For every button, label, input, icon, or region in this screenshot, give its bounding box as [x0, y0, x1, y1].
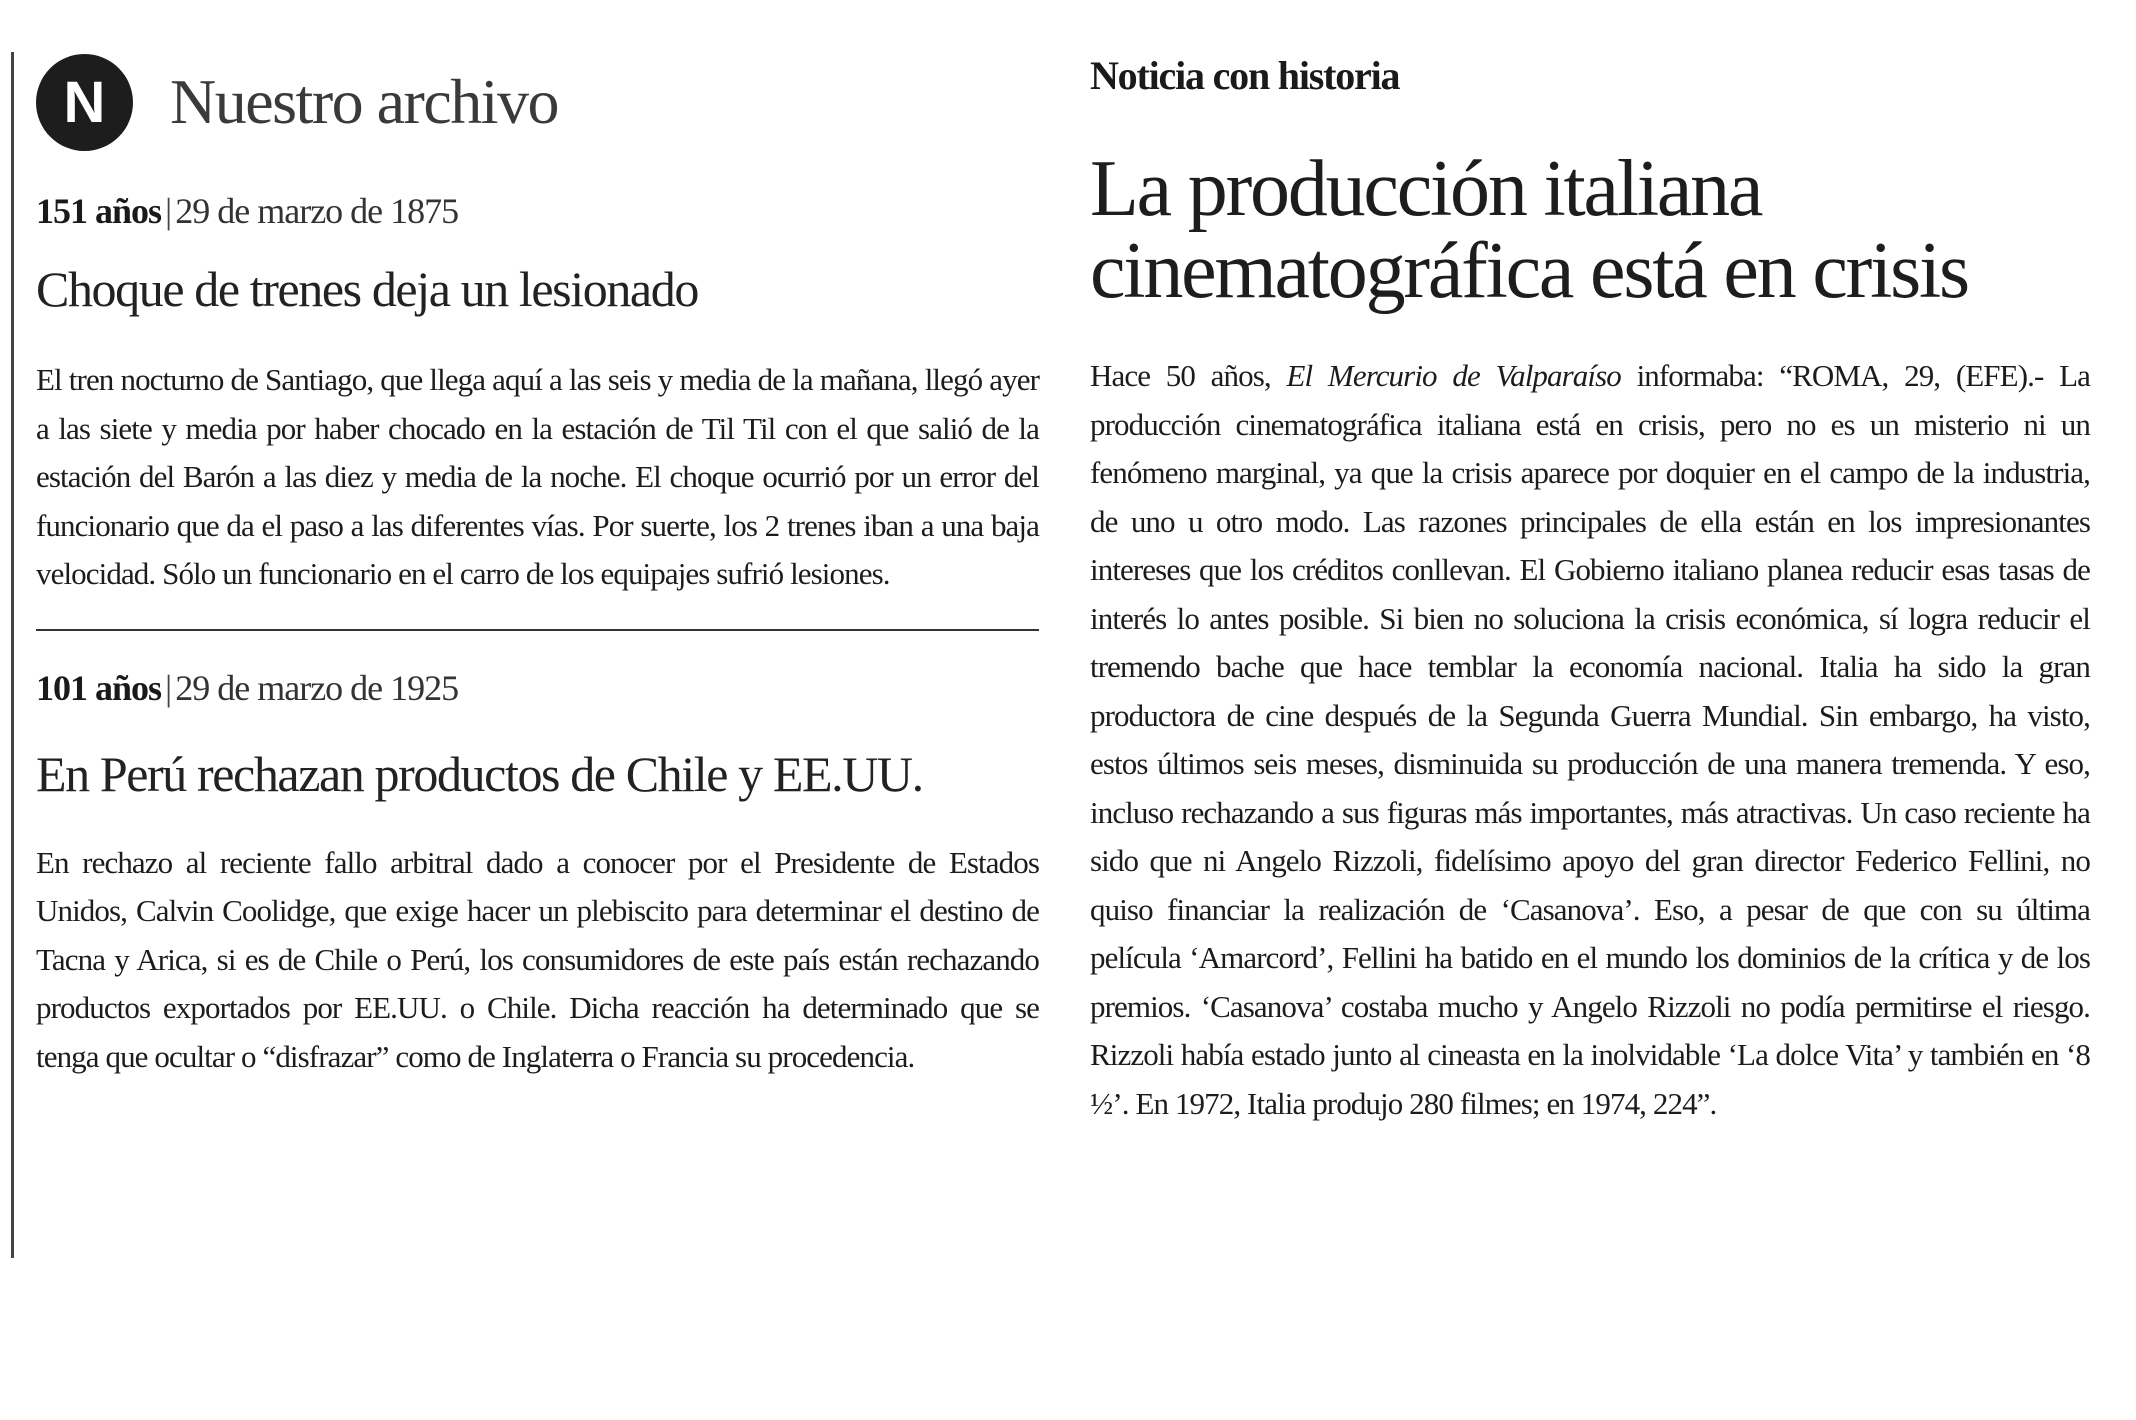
- dateline: [36, 667, 1039, 709]
- original-date: 29 de marzo de 1925: [175, 667, 459, 708]
- years-ago: 101 años: [36, 667, 162, 708]
- section-title: Nuestro archivo: [170, 66, 559, 137]
- publication-name: El Mercurio de Valparaíso: [1286, 358, 1621, 393]
- feature-body-text: informaba: “ROMA, 29, (EFE).- La producción cinematográfica italiana está en crisis, pero no es un misterio ni un fenómeno marginal, ya que la crisis aparece por doquier en el campo de la industria, de uno u otro modo. Las razones principales de ella están en los impresionantes intereses que los créditos conllevan. El Gobierno italiano planea reducir esas tasas de interés lo antes posible. Si bien no soluciona la crisis económica, sí logra reducir el tremendo bache que hace temblar la economía nacional. Italia ha sido la gran productora de cine después de la Segunda Guerra Mundial. Sin embargo, ha visto, estos últimos seis meses, disminuida su producción de una manera tremenda. Y eso, incluso rechazando a sus figuras más importantes, más atractivas. Un caso reciente ha sido que ni Angelo Rizzoli, fidelísimo apoyo del gran director Federico Fellini, no quiso financiar la realización de ‘Casanova’. Eso, a pesar de que con su última película ‘Amarcord’, Fellini ha batido en el mundo los dominios de la crítica y de los premios. ‘Casanova’ costaba mucho y Angelo Rizzoli no podía permitirse el riesgo. Rizzoli había estado junto al cineasta en la inolvidable ‘La dolce Vita’ y también en ‘8 ½’. En 1972, Italia produjo 280 filmes; en 1974, 224”.: [1090, 358, 2090, 1121]
- item-headline: Choque de trenes deja un lesionado: [36, 261, 698, 317]
- feature-headline: [1090, 145, 2090, 315]
- feature-body-lead: Hace 50 años,: [1090, 358, 1287, 393]
- dateline-separator: |: [165, 667, 172, 708]
- dateline: [36, 190, 1039, 232]
- original-date: 29 de marzo de 1875: [175, 191, 459, 231]
- dateline-separator: |: [165, 191, 172, 231]
- feature-column: [1090, 52, 2090, 1128]
- item-body: En rechazo al reciente fallo arbitral dado a conocer por el Presidente de Estados Unidos, Calvin Coolidge, que exige hacer un plebiscito para determinar el destino de Tacna y Arica, si es de Chile o Perú, los consumidores de este país están rechazando productos exportados por EE.UU. o Chile. Dicha reacción ha determinado que se tenga que ocultar o “disfrazar” como de Inglaterra o Francia su procedencia.: [36, 844, 1039, 1074]
- feature-headline-line1: La producción italiana: [1090, 145, 1762, 233]
- feature-kicker: Noticia con historia: [1090, 53, 1400, 98]
- archive-item: [36, 667, 1039, 1082]
- feature-body: [1090, 352, 2090, 1128]
- archive-masthead: [36, 52, 1039, 152]
- archive-column: [36, 52, 1039, 1081]
- column-rule: [11, 52, 14, 1258]
- item-divider: [36, 629, 1039, 631]
- n-logo-icon: N: [36, 54, 133, 151]
- archive-item: [36, 190, 1039, 599]
- item-body: El tren nocturno de Santiago, que llega aquí a las seis y media de la mañana, llegó ayer a las siete y media por haber chocado en la estación de Til Til con el que salió de la estación del Barón a las diez y media de la noche. El choque ocurrió por un error del funcionario que da el paso a las diferentes vías. Por suerte, los 2 trenes iban a una baja velocidad. Sólo un funcionario en el carro de los equipajes sufrió lesiones.: [36, 362, 1039, 591]
- feature-headline-line2: cinematográfica está en crisis: [1090, 227, 1968, 315]
- item-headline: En Perú rechazan productos de Chile y EE.UU.: [36, 745, 923, 802]
- years-ago: 151 años: [36, 191, 162, 231]
